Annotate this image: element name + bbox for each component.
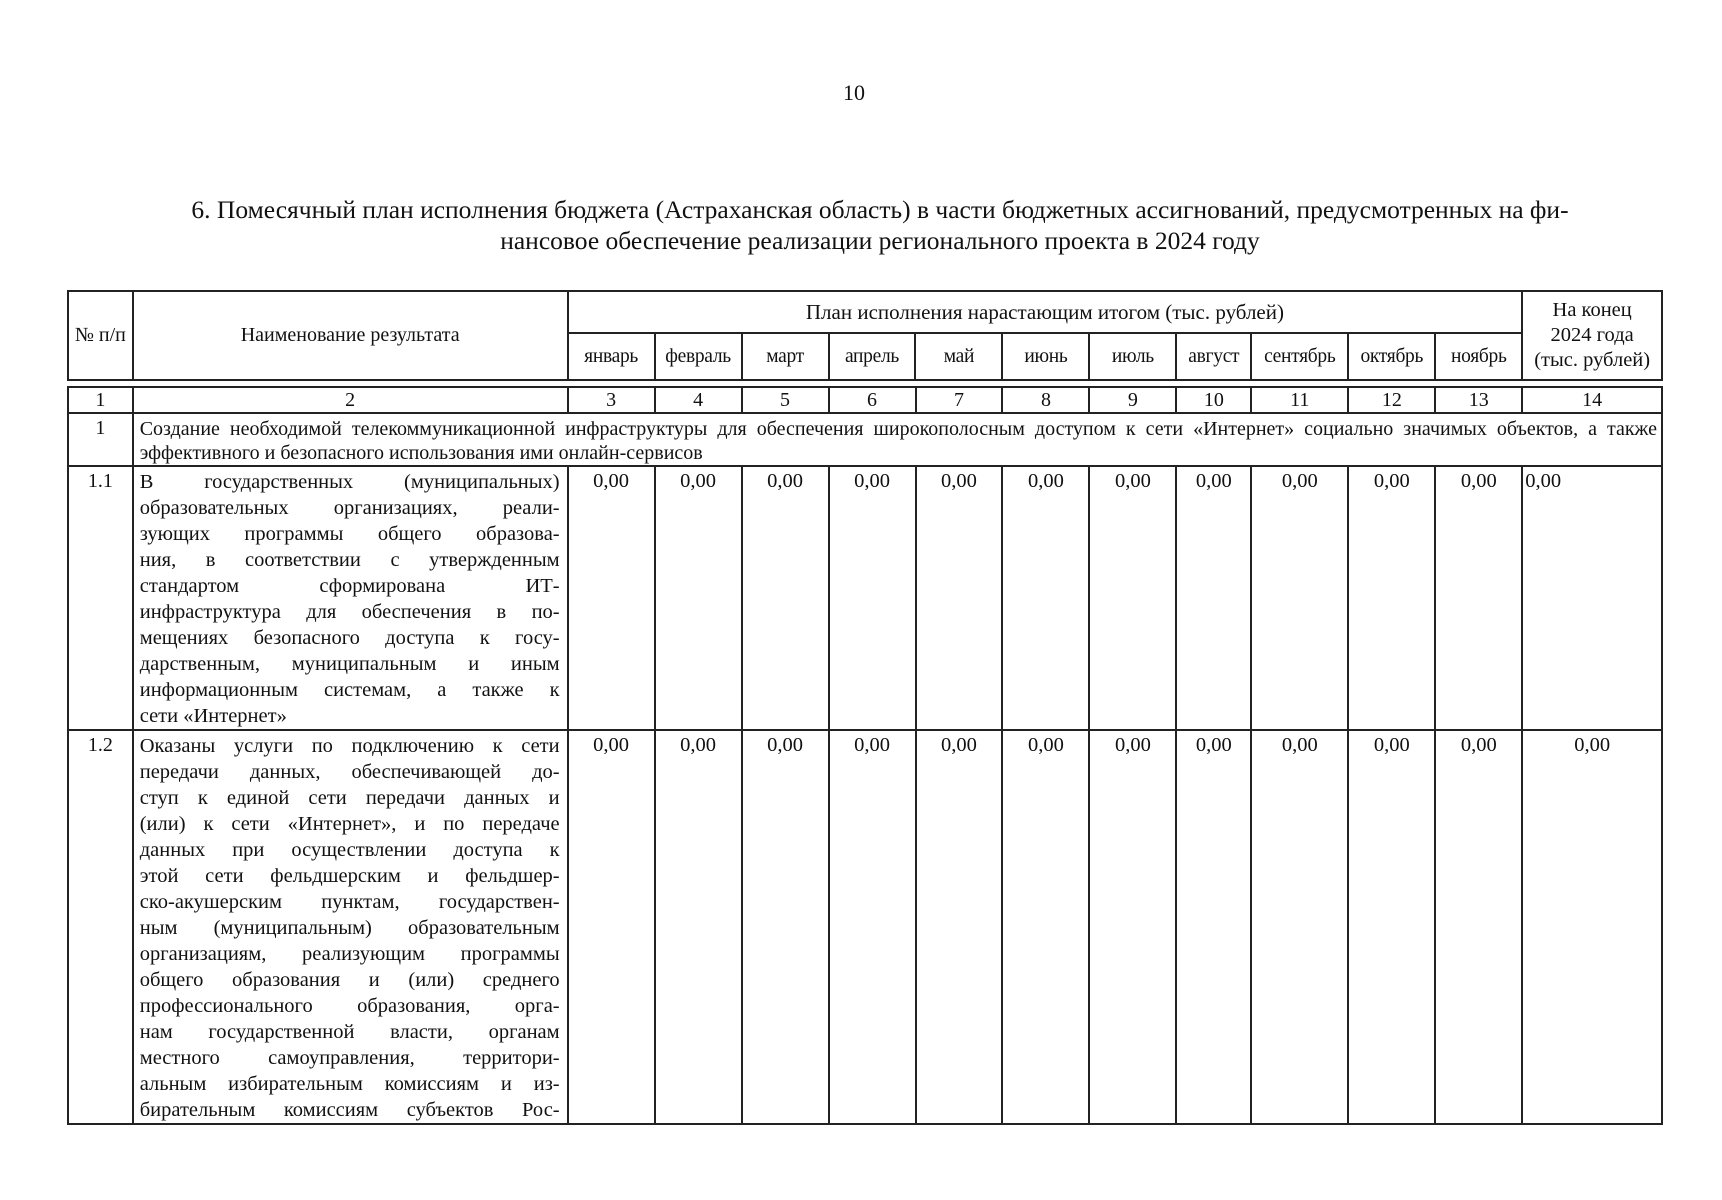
result-line: В государственных (муниципальных) [139, 471, 560, 493]
header-month: май [915, 333, 1002, 380]
value-cell: 0,00 [916, 730, 1003, 1124]
value-cell: 0,00 [1176, 466, 1251, 730]
column-number: 3 [568, 387, 655, 413]
header-year-end-line-3: (тыс. рублей) [1534, 349, 1651, 371]
result-line: ско-акушерским пунктам, государствен- [139, 891, 560, 913]
header-month: апрель [829, 333, 916, 380]
section-title: Создание необходимой телекоммуникационной инфраструктуры для обеспечения широкополосным доступом к сети «Интернет» социально значимых объектов, а также эффективного и безопасного использования ими онлайн-сервисов [133, 413, 1662, 466]
value-cell: 0,00 [829, 730, 916, 1124]
header-month: январь [568, 333, 655, 380]
header-num: № п/п [68, 291, 133, 380]
result-line: ния, в соответствии с утвержденным [139, 549, 560, 571]
column-number: 4 [655, 387, 742, 413]
column-number: 10 [1176, 387, 1251, 413]
value-cell: 0,00 [1176, 730, 1251, 1124]
result-line: стандартом сформирована ИТ- [139, 575, 560, 597]
header-month: февраль [655, 333, 742, 380]
column-number: 8 [1002, 387, 1089, 413]
result-line: ным (муниципальным) образовательным [139, 917, 560, 939]
column-number: 5 [742, 387, 829, 413]
result-line: данных при осуществлении доступа к [139, 839, 560, 861]
row-number: 1.1 [68, 466, 133, 730]
column-number: 2 [133, 387, 568, 413]
value-cell: 0,00 [916, 466, 1003, 730]
header-month: сентябрь [1251, 333, 1348, 380]
header-month: октябрь [1348, 333, 1435, 380]
column-number: 14 [1522, 387, 1662, 413]
result-line: профессионального образования, орга- [139, 995, 560, 1017]
section-row [68, 413, 1662, 466]
column-number: 12 [1348, 387, 1435, 413]
header-result-name: Наименование результата [133, 291, 568, 380]
value-cell: 0,00 [1348, 466, 1435, 730]
title-line-1: 6. Помесячный план исполнения бюджета (Астраханская область) в части бюджетных ассигнований, предусмотренных на фи- [191, 195, 1569, 224]
table-row [68, 466, 1662, 730]
header-month: март [742, 333, 829, 380]
section-number: 1 [68, 413, 133, 466]
value-cell: 0,00 [1348, 730, 1435, 1124]
value-cell: 0,00 [1002, 466, 1089, 730]
row-number: 1.2 [68, 730, 133, 1124]
value-cell: 0,00 [655, 730, 742, 1124]
column-number: 13 [1435, 387, 1522, 413]
result-line: инфраструктура для обеспечения в по- [139, 601, 560, 623]
value-cell: 0,00 [655, 466, 742, 730]
result-line: организациям, реализующим программы [139, 943, 560, 965]
result-line: общего образования и (или) среднего [139, 969, 560, 991]
header-month: август [1176, 333, 1251, 380]
result-line: альным избирательным комиссиям и из- [139, 1073, 560, 1095]
title-line-2: нансовое обеспечение реализации регионального проекта в 2024 году [500, 226, 1260, 255]
result-line: зующих программы общего образова- [139, 523, 560, 545]
result-name [133, 466, 568, 730]
header-month: ноябрь [1435, 333, 1522, 380]
result-line: передачи данных, обеспечивающей до- [139, 761, 560, 783]
column-number: 6 [829, 387, 916, 413]
result-line: ступ к единой сети передачи данных и [139, 787, 560, 809]
result-line: сети «Интернет» [139, 705, 287, 727]
header-year-end-line-1: На конец [1552, 299, 1632, 321]
result-line: этой сети фельдшерским и фельдшер- [139, 865, 560, 887]
header-month: июль [1089, 333, 1176, 380]
table-header [67, 290, 1663, 381]
result-line: образовательных организациях, реали- [139, 497, 560, 519]
result-name [133, 730, 568, 1124]
header-plan: План исполнения нарастающим итогом (тыс. рублей) [568, 291, 1523, 333]
value-cell: 0,00 [1089, 730, 1176, 1124]
result-line: (или) к сети «Интернет», и по передаче [139, 813, 560, 835]
result-line: мещениях безопасного доступа к госу- [139, 627, 560, 649]
year-end-value-cell: 0,00 [1522, 466, 1662, 730]
column-number: 11 [1251, 387, 1348, 413]
page-number: 10 [843, 80, 865, 105]
result-line: нам государственной власти, органам [139, 1021, 560, 1043]
value-cell: 0,00 [829, 466, 916, 730]
result-line: Оказаны услуги по подключению к сети [139, 735, 560, 757]
value-cell: 0,00 [1251, 730, 1348, 1124]
header-year-end-line-2: 2024 года [1550, 324, 1634, 346]
result-line: бирательным комиссиям субъектов Рос- [139, 1099, 560, 1121]
value-cell: 0,00 [742, 730, 829, 1124]
document-title [100, 194, 1660, 256]
value-cell: 0,00 [742, 466, 829, 730]
value-cell: 0,00 [1251, 466, 1348, 730]
value-cell: 0,00 [1435, 466, 1522, 730]
value-cell: 0,00 [1002, 730, 1089, 1124]
value-cell: 0,00 [568, 466, 655, 730]
column-number-row [68, 387, 1662, 413]
year-end-value-cell: 0,00 [1522, 730, 1662, 1124]
column-number: 9 [1089, 387, 1176, 413]
header-month: июнь [1002, 333, 1089, 380]
value-cell: 0,00 [568, 730, 655, 1124]
value-cell: 0,00 [1089, 466, 1176, 730]
header-year-end [1522, 291, 1662, 380]
result-line: информационным системам, а также к [139, 679, 560, 701]
value-cell: 0,00 [1435, 730, 1522, 1124]
result-line: местного самоуправления, территори- [139, 1047, 560, 1069]
column-number: 7 [916, 387, 1003, 413]
table-row [68, 730, 1662, 1124]
column-number: 1 [68, 387, 133, 413]
budget-plan-table [67, 386, 1663, 1125]
result-line: дарственным, муниципальным и иным [139, 653, 560, 675]
